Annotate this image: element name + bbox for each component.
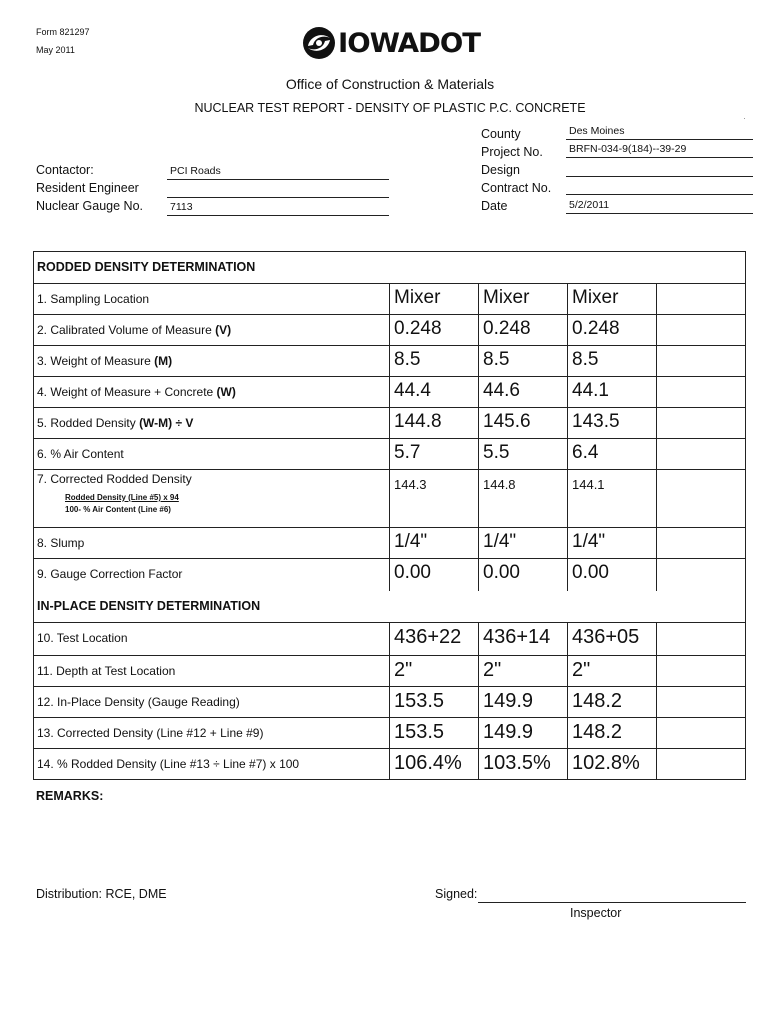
value-cell[interactable] — [656, 315, 745, 345]
formula-denominator: 100- % Air Content (Line #6) — [65, 505, 171, 514]
table-row — [34, 718, 745, 749]
resident-engineer-field[interactable] — [167, 182, 389, 198]
row-label-formula: (M) — [154, 354, 173, 368]
value-cell[interactable]: 1/4" — [567, 528, 656, 558]
value-cell[interactable]: 2" — [567, 656, 656, 686]
value-cell[interactable]: 436+05 — [567, 623, 656, 655]
rodded-section-header — [34, 252, 745, 284]
value-cell[interactable]: 106.4% — [389, 749, 478, 780]
table-row — [34, 315, 745, 346]
report-title: NUCLEAR TEST REPORT - DENSITY OF PLASTIC P.C. CONCRETE — [194, 101, 586, 115]
county-field[interactable]: Des Moines — [566, 124, 753, 140]
form-number: Form 821297 — [36, 27, 90, 37]
row-label-text: 9. Gauge Correction Factor — [37, 567, 183, 581]
row-label — [37, 567, 182, 581]
table-row — [34, 623, 745, 656]
value-cell[interactable]: 0.00 — [567, 559, 656, 591]
value-cell[interactable]: 144.8 — [478, 470, 567, 527]
row-label-formula: (W) — [216, 385, 236, 399]
value-cell[interactable]: 0.00 — [389, 559, 478, 591]
formula-numerator: Rodded Density (Line #5) x 94 — [65, 493, 179, 502]
row-label-text: 3. Weight of Measure — [37, 354, 155, 368]
value-cell[interactable]: 143.5 — [567, 408, 656, 438]
value-cell[interactable]: 436+22 — [389, 623, 478, 655]
value-cell[interactable]: 8.5 — [389, 346, 478, 376]
row-label — [37, 354, 172, 368]
value-cell[interactable]: Mixer — [567, 284, 656, 314]
value-cell[interactable]: 103.5% — [478, 749, 567, 780]
distribution-text: Distribution: RCE, DME — [36, 887, 167, 901]
date-label: Date — [481, 199, 508, 213]
row-label-text: 7. Corrected Rodded Density — [37, 472, 192, 486]
row-label: 10. Test Location — [37, 631, 128, 645]
row-label-text: 8. Slump — [37, 536, 85, 550]
table-row — [34, 687, 745, 718]
iowa-dot-swirl-icon — [302, 26, 336, 60]
row-label — [37, 323, 231, 337]
value-cell[interactable] — [656, 528, 745, 558]
value-cell[interactable]: 8.5 — [478, 346, 567, 376]
value-cell[interactable]: 102.8% — [567, 749, 656, 780]
value-cell[interactable]: 2" — [478, 656, 567, 686]
form-date: May 2011 — [36, 45, 75, 55]
value-cell[interactable]: 153.5 — [389, 718, 478, 748]
row-label: 12. In-Place Density (Gauge Reading) — [37, 695, 240, 709]
value-cell[interactable] — [656, 470, 745, 527]
value-cell[interactable] — [656, 284, 745, 314]
row-label — [37, 416, 193, 430]
value-cell[interactable] — [656, 687, 745, 717]
row-label-formula: (V) — [215, 323, 232, 337]
row-label-text: 1. Sampling Location — [37, 292, 150, 306]
row-label-text: 5. Rodded Density — [37, 416, 140, 430]
value-cell[interactable] — [656, 749, 745, 780]
value-cell[interactable] — [656, 559, 745, 591]
table-row — [34, 559, 745, 591]
value-cell[interactable]: 144.8 — [389, 408, 478, 438]
row-label: 13. Corrected Density (Line #12 + Line #9) — [37, 726, 264, 740]
row-label-text: 2. Calibrated Volume of Measure — [37, 323, 216, 337]
table-row — [34, 377, 745, 408]
row-label — [37, 292, 149, 306]
inspector-label: Inspector — [570, 906, 622, 920]
project-no-label: Project No. — [481, 145, 543, 159]
row-label — [37, 536, 84, 550]
table-row — [34, 284, 745, 315]
value-cell[interactable] — [656, 377, 745, 407]
value-cell[interactable]: 148.2 — [567, 718, 656, 748]
date-field[interactable]: 5/2/2011 — [566, 198, 753, 214]
value-cell[interactable] — [656, 346, 745, 376]
contract-no-label: Contract No. — [481, 181, 552, 195]
section-title: RODDED DENSITY DETERMINATION — [37, 260, 256, 274]
remarks-label: REMARKS: — [36, 789, 104, 803]
value-cell[interactable]: 436+14 — [478, 623, 567, 655]
table-row — [34, 656, 745, 687]
row-label-text: 6. % Air Content — [37, 447, 124, 461]
value-cell[interactable] — [656, 408, 745, 438]
contract-no-field[interactable] — [566, 179, 753, 195]
value-cell[interactable] — [656, 718, 745, 748]
project-no-field[interactable]: BRFN-034-9(184)--39-29 — [566, 142, 753, 158]
value-cell[interactable]: 144.1 — [567, 470, 656, 527]
value-cell[interactable] — [656, 623, 745, 655]
row-label: 14. % Rodded Density (Line #13 ÷ Line #7) x 100 — [37, 757, 300, 771]
value-cell[interactable] — [656, 656, 745, 686]
value-cell[interactable]: 0.248 — [567, 315, 656, 345]
nuclear-gauge-field[interactable]: 7113 — [167, 200, 389, 216]
value-cell[interactable]: 44.6 — [478, 377, 567, 407]
table-row — [34, 408, 745, 439]
correction-formula — [65, 492, 179, 516]
county-label: County — [481, 127, 521, 141]
row-label — [37, 385, 236, 399]
value-cell[interactable]: 149.9 — [478, 687, 567, 717]
value-cell[interactable]: Mixer — [389, 284, 478, 314]
section-title: IN-PLACE DENSITY DETERMINATION — [37, 599, 261, 613]
value-cell[interactable]: 6.4 — [567, 439, 656, 469]
value-cell[interactable]: 8.5 — [567, 346, 656, 376]
table-row — [34, 528, 745, 559]
value-cell[interactable]: 153.5 — [389, 687, 478, 717]
value-cell[interactable]: 144.3 — [389, 470, 478, 527]
row-label-text: 4. Weight of Measure + Concrete — [37, 385, 217, 399]
row-label-formula: (W-M) ÷ V — [139, 416, 194, 430]
value-cell[interactable]: 5.5 — [478, 439, 567, 469]
value-cell[interactable]: 145.6 — [478, 408, 567, 438]
resident-engineer-label: Resident Engineer — [36, 181, 139, 195]
contractor-field[interactable]: PCI Roads — [167, 164, 389, 180]
value-cell[interactable]: 44.4 — [389, 377, 478, 407]
density-table — [33, 251, 746, 780]
row-label — [37, 472, 192, 486]
scan-artifact — [744, 118, 745, 119]
signed-label: Signed: — [435, 887, 478, 901]
table-row — [34, 439, 745, 470]
table-row — [34, 749, 745, 780]
value-cell[interactable]: 149.9 — [478, 718, 567, 748]
value-cell[interactable]: 0.00 — [478, 559, 567, 591]
value-cell[interactable]: Mixer — [478, 284, 567, 314]
value-cell[interactable]: 1/4" — [389, 528, 478, 558]
value-cell[interactable]: 0.248 — [389, 315, 478, 345]
value-cell[interactable] — [656, 439, 745, 469]
value-cell[interactable]: 1/4" — [478, 528, 567, 558]
inplace-section-header — [34, 591, 745, 623]
row-label: 11. Depth at Test Location — [37, 664, 176, 678]
value-cell[interactable]: 0.248 — [478, 315, 567, 345]
table-row — [34, 470, 745, 528]
office-name: Office of Construction & Materials — [285, 76, 495, 92]
contractor-label: Contactor: — [36, 163, 94, 177]
signature-field[interactable] — [478, 902, 746, 903]
design-field[interactable] — [566, 161, 753, 177]
nuclear-gauge-label: Nuclear Gauge No. — [36, 199, 144, 213]
value-cell[interactable]: 148.2 — [567, 687, 656, 717]
value-cell[interactable]: 2" — [389, 656, 478, 686]
row-label — [37, 447, 124, 461]
value-cell[interactable]: 5.7 — [389, 439, 478, 469]
logo-wordmark: IOWADOT — [338, 27, 481, 59]
iowa-dot-logo — [302, 26, 481, 60]
design-label: Design — [481, 163, 520, 177]
value-cell[interactable]: 44.1 — [567, 377, 656, 407]
table-row — [34, 346, 745, 377]
